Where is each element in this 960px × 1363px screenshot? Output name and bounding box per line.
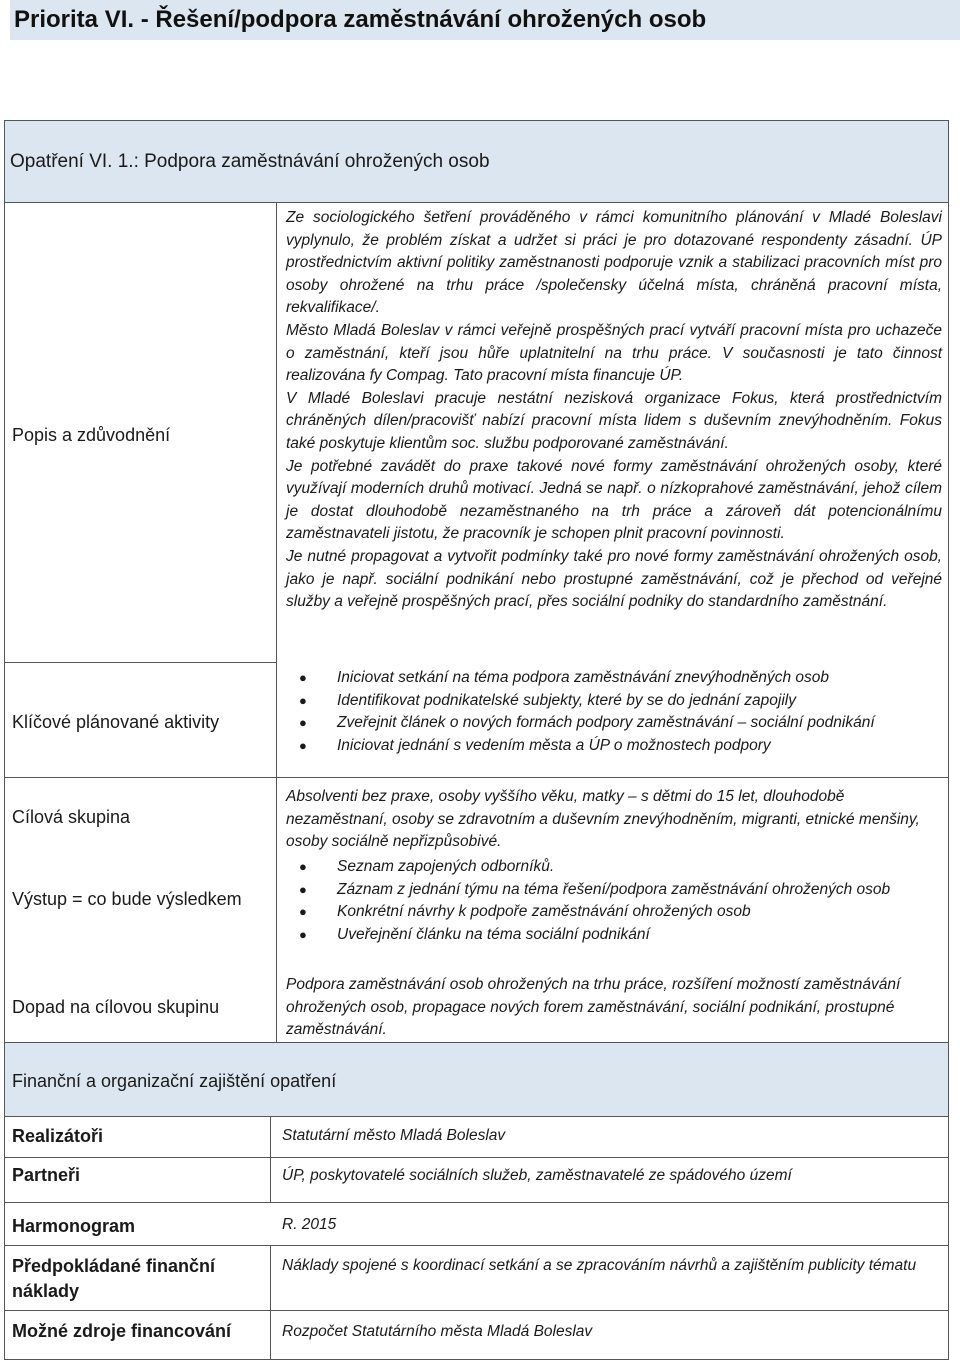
list-item: ● Konkrétní návrhy k podpoře zaměstnávání ohrožených osob [286, 901, 926, 924]
label-naklady: Předpokládané finanční náklady [12, 1256, 216, 1301]
value-harmonogram: R. 2015 [282, 1216, 337, 1233]
label-aktivity: Klíčové plánované aktivity [12, 712, 220, 732]
row-divider-left [5, 662, 276, 663]
priority-title: Priorita VI. - Řešení/podpora zaměstnávání ohrožených osob [14, 6, 707, 33]
list-item: ● Uveřejnění článku na téma sociální podnikání [286, 924, 926, 947]
list-item: ● Zveřejnit článek o nových formách podpory zaměstnávání – sociální podnikání [286, 712, 942, 735]
list-item: ● Iniciovat setkání na téma podpora zaměstnávání znevýhodněných osob [286, 667, 942, 690]
column-divider [270, 1245, 271, 1360]
list-item: ● Iniciovat jednání s vedením města a ÚP o možnostech podpory [286, 735, 942, 758]
popis-paragraph-4: Je potřebné zavádět do praxe takové nové formy zaměstnávání ohrožených osoby, které využívají moderních druhů motivací. Jedná se např. o nízkoprahové zaměstnávání, jehož cílem je dostat dlouhodobě nezaměstnaného na trh práce a zároveň dát potencionálnímu zaměstnavateli jistotu, že pracovník je schopen plnit pracovní povinnosti. [286, 457, 942, 543]
list-item: ● Záznam z jednání týmu na téma řešení/podpora zaměstnávání ohrožených osob [286, 879, 926, 902]
measure-title: Opatření VI. 1.: Podpora zaměstnávání ohrožených osob [10, 151, 490, 172]
list-item: ● Identifikovat podnikatelské subjekty, které by se do jednání zapojily [286, 690, 942, 713]
dopad-text: Podpora zaměstnávání osob ohrožených na trhu práce, rozšíření možností zaměstnávání ohrožených osob, propagace nových forem zaměstnávání, sociální podnikání, prostupné zaměstnávání. [286, 976, 901, 1039]
popis-paragraph-3: V Mladé Boleslavi pracuje nestátní nezisková organizace Fokus, která prostřednictvím chráněných dílen/pracovišť nabízí pracovní místa lidem s duševním znevýhodněním. Fokus také poskytuje klientům soc. službu podporované zaměstnávání. [286, 389, 942, 452]
label-partneri: Partneři [12, 1165, 81, 1185]
list-item: ● Seznam zapojených odborníků. [286, 856, 926, 879]
value-naklady: Náklady spojené s koordinací setkání a se zpracováním návrhů a zajištěním publicity tématu [282, 1257, 917, 1274]
row-divider [5, 1157, 948, 1158]
vystup-list-wrap [286, 856, 926, 946]
financni-header [5, 1042, 948, 1117]
label-vystup: Výstup = co bude výsledkem [12, 889, 242, 909]
aktivity-list-wrap [286, 667, 942, 757]
financni-title: Finanční a organizační zajištění opatření [12, 1071, 337, 1091]
priority-title-bar [10, 0, 960, 40]
row-divider [5, 1202, 948, 1203]
column-divider [270, 1117, 271, 1202]
popis-paragraph-1: Ze sociologického šetření prováděného v rámci komunitního plánování v Mladé Boleslavi vyplynulo, že problém získat a udržet si práci je pro dotazované respondenty zásadní. ÚP prostřednictvím aktivní politiky zaměstnanosti podporuje vznik a stabilizaci pracovních míst pro osoby ohrožené na trhu práce /společensky účelná místa, chráněná pracovní místa, rekvalifikace/. [286, 209, 942, 317]
label-dopad: Dopad na cílovou skupinu [12, 997, 220, 1017]
vystup-list [286, 856, 926, 946]
row-divider [5, 1310, 948, 1311]
label-popis: Popis a zdůvodnění [12, 425, 171, 445]
label-realizatori: Realizátoři [12, 1126, 104, 1146]
label-cilova: Cílová skupina [12, 807, 131, 827]
popis-text [286, 207, 942, 614]
aktivity-list [286, 667, 942, 757]
measure-header [5, 121, 948, 203]
label-harmonogram: Harmonogram [12, 1216, 136, 1236]
column-divider [276, 203, 277, 1042]
label-zdroje: Možné zdroje financování [12, 1321, 232, 1341]
row-divider [5, 1245, 948, 1246]
cilova-text: Absolventi bez praxe, osoby vyššího věku, matky – s dětmi do 15 let, dlouhodobě nezaměstnaní, osoby se zdravotním a duševním znevýhodněním, migranti, etnické menšiny, osoby sociálně nepřizpůsobivé. [286, 788, 920, 851]
popis-paragraph-2: Město Mladá Boleslav v rámci veřejně prospěšných prací vytváří pracovní místa pro uchazeče o zaměstnání, kteří jsou hůře uplatnitelní na trhu práce. V současnosti je tato činnost realizována fy Compag. Tato pracovní místa financuje ÚP. [286, 321, 942, 385]
value-zdroje: Rozpočet Statutárního města Mladá Boleslav [282, 1323, 593, 1340]
row-divider [5, 777, 948, 778]
value-realizatori: Statutární město Mladá Boleslav [282, 1127, 506, 1144]
value-partneri: ÚP, poskytovatelé sociálních služeb, zaměstnavatelé ze spádového území [282, 1167, 792, 1184]
popis-paragraph-5: Je nutné propagovat a vytvořit podmínky také pro nové formy zaměstnávání ohrožených osob, jako je např. sociální podnikání nebo prostupné zaměstnávání, což je přechod od veřejné služby a veřejně prospěšných prací, přes sociální podniky do standardního zaměstnání. [286, 547, 942, 611]
